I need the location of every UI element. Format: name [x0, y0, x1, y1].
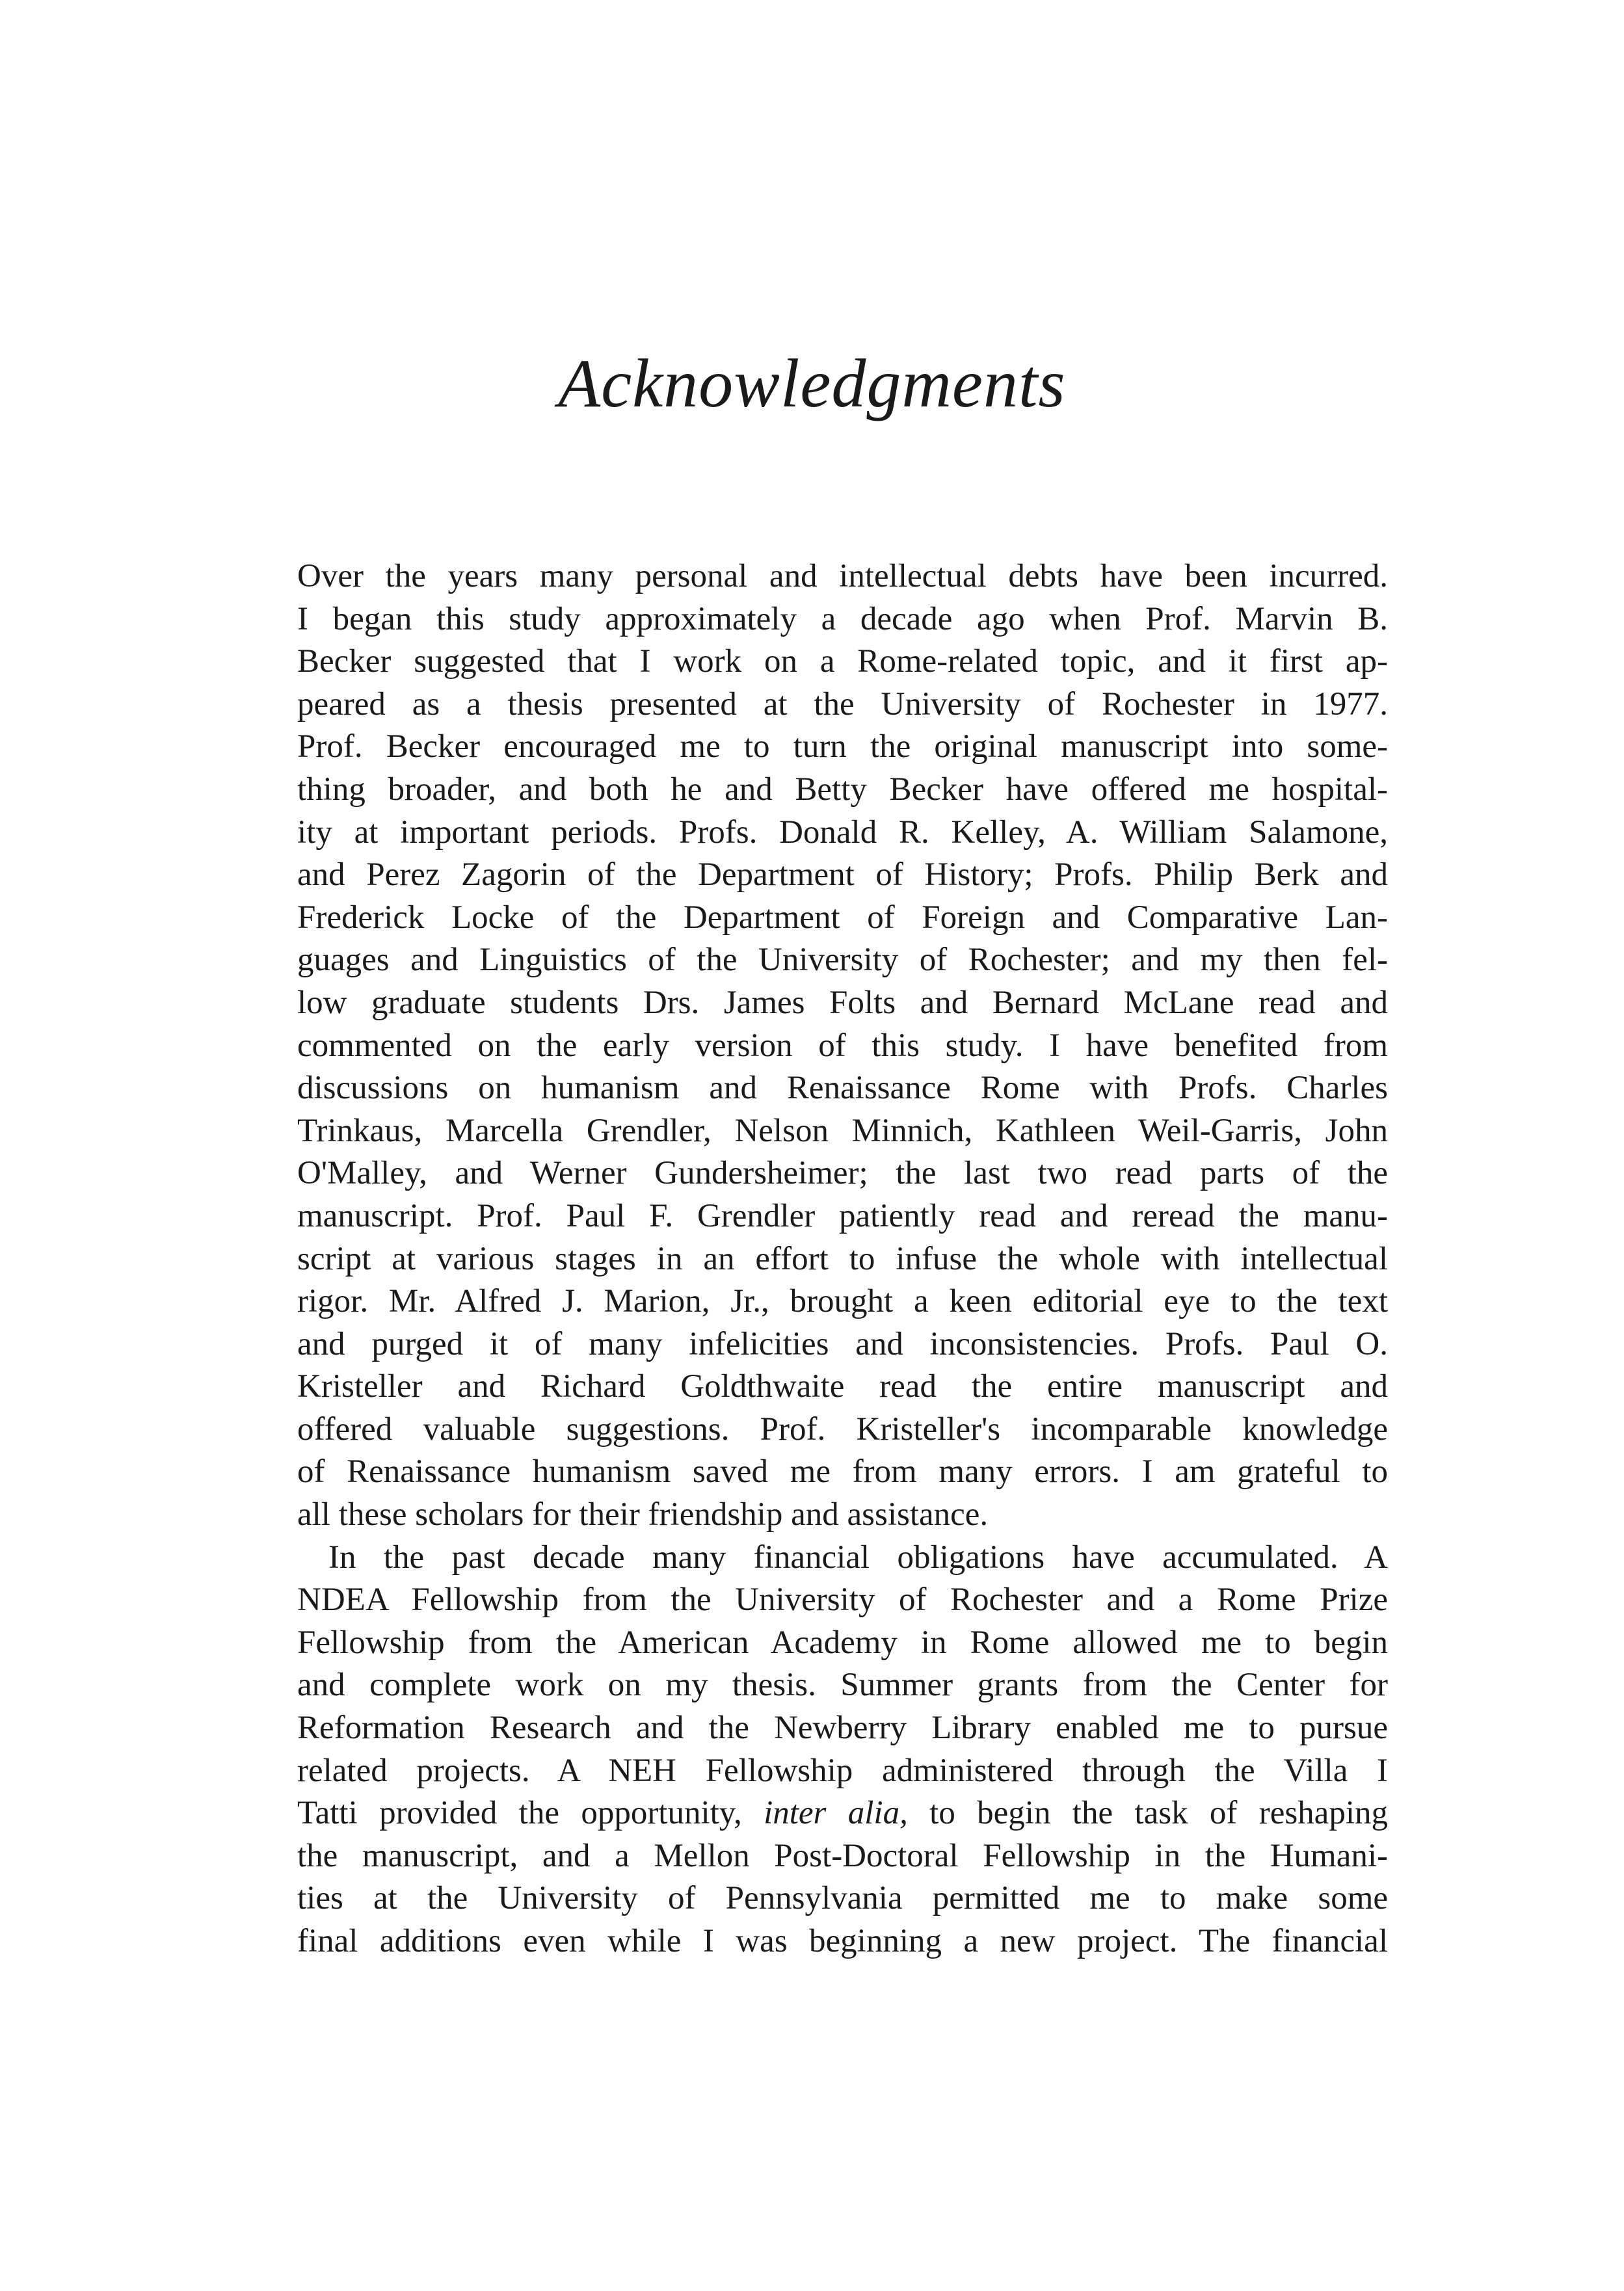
text-line: Over the years many personal and intellectual debts have been incurred. [297, 558, 1388, 594]
text-line: of Renaissance humanism saved me from many errors. I am grateful to [297, 1453, 1388, 1490]
text-line: O'Malley, and Werner Gundersheimer; the last two read parts of the [297, 1155, 1388, 1192]
italic-phrase: inter alia, [764, 1795, 908, 1832]
text-line: and Perez Zagorin of the Department of History; Profs. Philip Berk and [297, 856, 1388, 894]
text-line: and purged it of many infelicities and inconsistencies. Profs. Paul O. [297, 1325, 1388, 1362]
text-line: low graduate students Drs. James Folts and Bernard McLane read and [297, 984, 1388, 1021]
text-line: discussions on humanism and Renaissance Rome with Profs. Charles [297, 1070, 1388, 1107]
text-line: I began this study approximately a decade ago when Prof. Marvin B. [297, 600, 1388, 637]
text-line: rigor. Mr. Alfred J. Marion, Jr., brought a keen editorial eye to the text [297, 1283, 1388, 1320]
text-line: all these scholars for their friendship and assistance. [297, 1496, 989, 1533]
text-line: and complete work on my thesis. Summer grants from the Center for [297, 1667, 1388, 1704]
text-line: In the past decade many financial obligations have accumulated. A [328, 1539, 1388, 1576]
text-line: script at various stages in an effort to infuse the whole with intellectual [297, 1240, 1388, 1277]
body-text [297, 555, 1388, 1963]
text-line: final additions even while I was beginning a new project. The financial [297, 1923, 1388, 1959]
text-line: Prof. Becker encouraged me to turn the original manuscript into some- [297, 728, 1388, 765]
text-line: Becker suggested that I work on a Rome-related topic, and it first ap- [297, 643, 1388, 680]
text-line: Trinkaus, Marcella Grendler, Nelson Minnich, Kathleen Weil-Garris, John [297, 1112, 1388, 1149]
page-title: Acknowledgments [558, 345, 1066, 421]
text-segment: to begin the task of reshaping [907, 1795, 1388, 1832]
text-line: the manuscript, and a Mellon Post-Doctoral Fellowship in the Humani- [297, 1837, 1388, 1874]
text-line: Frederick Locke of the Department of Foreign and Comparative Lan- [297, 899, 1388, 936]
text-line: related projects. A NEH Fellowship administered through the Villa I [297, 1752, 1388, 1789]
paragraph-1 [297, 555, 1388, 1537]
text-segment: Tatti provided the opportunity, [297, 1795, 764, 1832]
paragraph-2 [297, 1537, 1388, 1963]
text-line: commented on the early version of this study. I have benefited from [297, 1027, 1388, 1064]
text-line: ity at important periods. Profs. Donald R. Kelley, A. William Salamone, [297, 814, 1388, 851]
text-line: Reformation Research and the Newberry Library enabled me to pursue [297, 1710, 1388, 1747]
text-line: thing broader, and both he and Betty Becker have offered me hospital- [297, 771, 1388, 808]
text-line: guages and Linguistics of the University of Rochester; and my then fel- [297, 942, 1388, 979]
text-line: NDEA Fellowship from the University of Rochester and a Rome Prize [297, 1582, 1388, 1619]
text-line: Fellowship from the American Academy in Rome allowed me to begin [297, 1624, 1388, 1661]
text-line: Kristeller and Richard Goldthwaite read the entire manuscript and [297, 1368, 1388, 1405]
text-line: ties at the University of Pennsylvania permitted me to make some [297, 1880, 1388, 1917]
text-line: manuscript. Prof. Paul F. Grendler patiently read and reread the manu- [297, 1197, 1388, 1234]
text-line [297, 1792, 1388, 1835]
text-line: peared as a thesis presented at the University of Rochester in 1977. [297, 685, 1388, 722]
text-line: offered valuable suggestions. Prof. Kristeller's incomparable knowledge [297, 1410, 1388, 1448]
